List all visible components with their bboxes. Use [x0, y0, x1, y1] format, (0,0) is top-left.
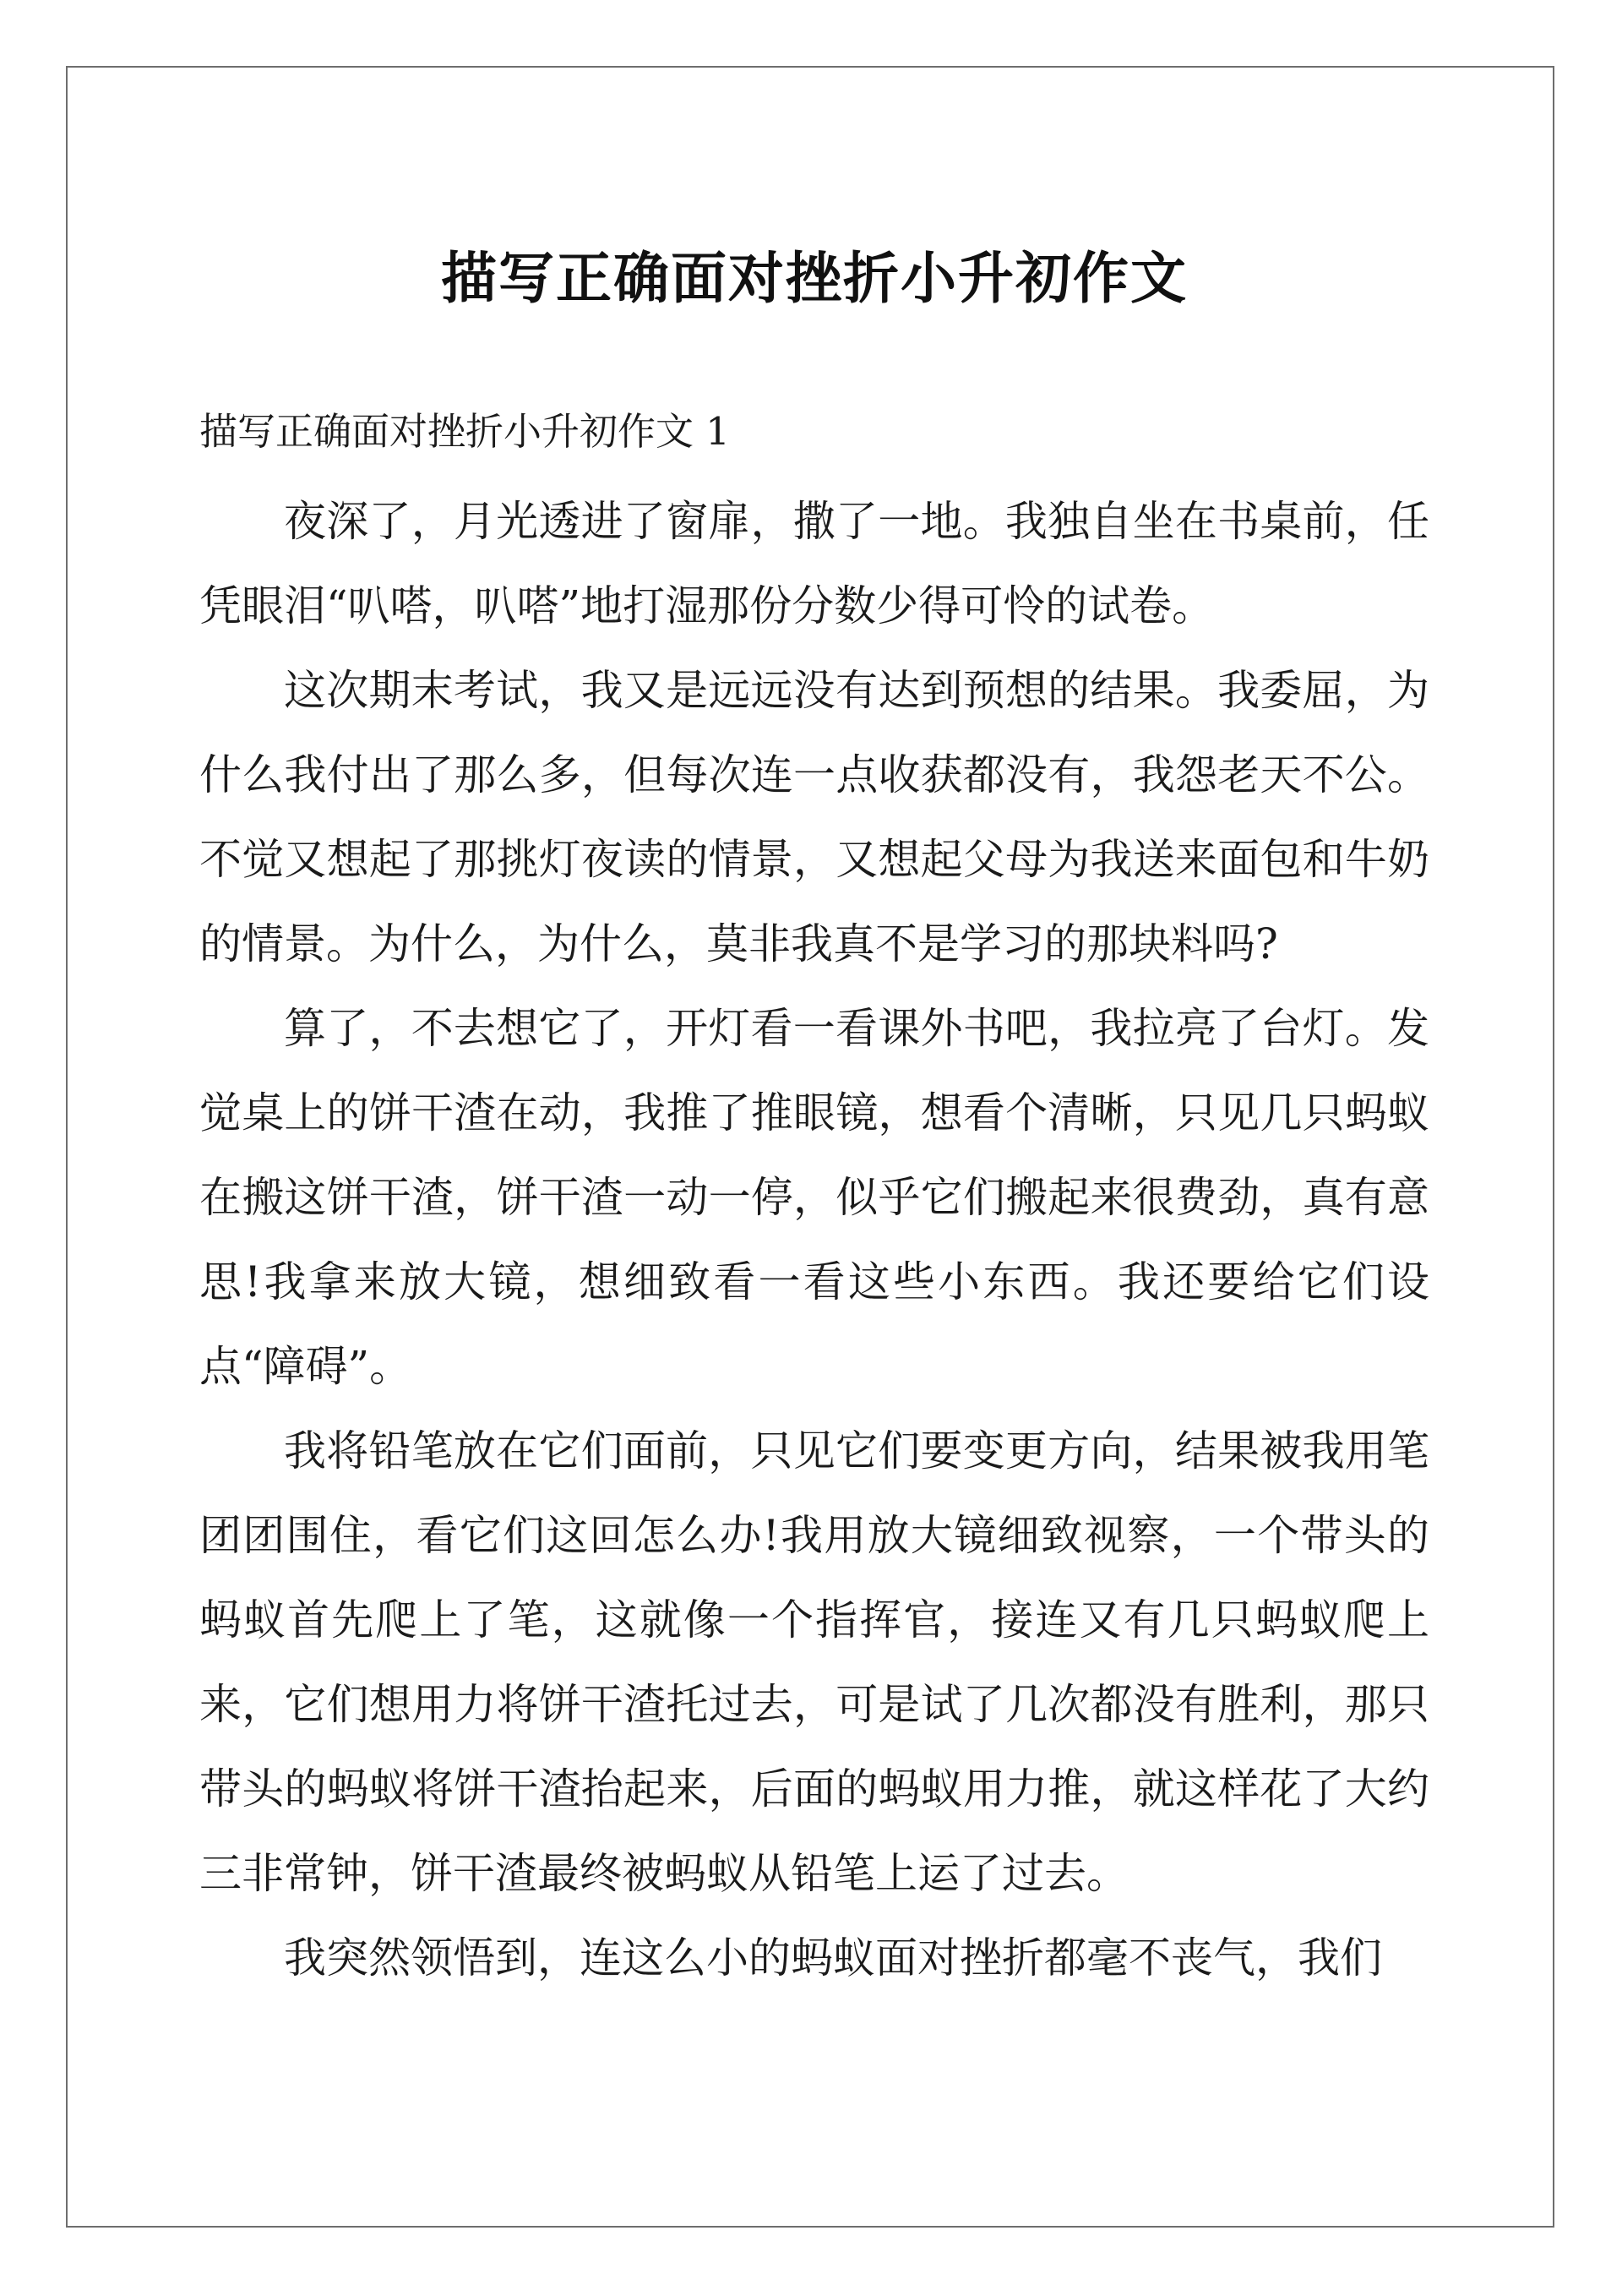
paragraph: 我将铅笔放在它们面前，只见它们要变更方向，结果被我用笔团团围住，看它们这回怎么办!我用放大镜细致视察，一个带头的蚂蚁首先爬上了笔，这就像一个指挥官，接连又有几只蚂蚁爬上来，它们想用力将饼干渣托过去，可是试了几次都没有胜利，那只带头的蚂蚁将饼干渣抬起来，后面的蚂蚁用力推，就这样花了大约三非常钟，饼干渣最终被蚂蚁从铅笔上运了过去。 — [199, 1426, 1429, 1899]
essay-heading: 描写正确面对挫折小升初作文 1 — [199, 409, 730, 455]
document-title: 描写正确面对挫折小升初作文 — [441, 245, 1188, 311]
paragraph: 我突然领悟到，连这么小的蚂蚁面对挫折都毫不丧气，我们 — [284, 1933, 1382, 1983]
document-body — [199, 245, 1429, 2000]
paragraph: 夜深了，月光透进了窗扉，撒了一地。我独自坐在书桌前，任凭眼泪“叭嗒，叭嗒”地打湿那份分数少得可怜的试卷。 — [199, 497, 1429, 631]
paragraph: 算了，不去想它了，开灯看一看课外书吧，我拉亮了台灯。发觉桌上的饼干渣在动，我推了推眼镜，想看个清晰，只见几只蚂蚁在搬这饼干渣，饼干渣一动一停，似乎它们搬起来很费劲，真有意思!我拿来放大镜，想细致看一看这些小东西。我还要给它们设点“障碍”。 — [199, 1004, 1429, 1392]
paragraph: 这次期末考试，我又是远远没有达到预想的结果。我委屈，为什么我付出了那么多，但每次连一点收获都没有，我怨老天不公。不觉又想起了那挑灯夜读的情景，又想起父母为我送来面包和牛奶的情景。为什么，为什么，莫非我真不是学习的那块料吗? — [199, 666, 1429, 969]
